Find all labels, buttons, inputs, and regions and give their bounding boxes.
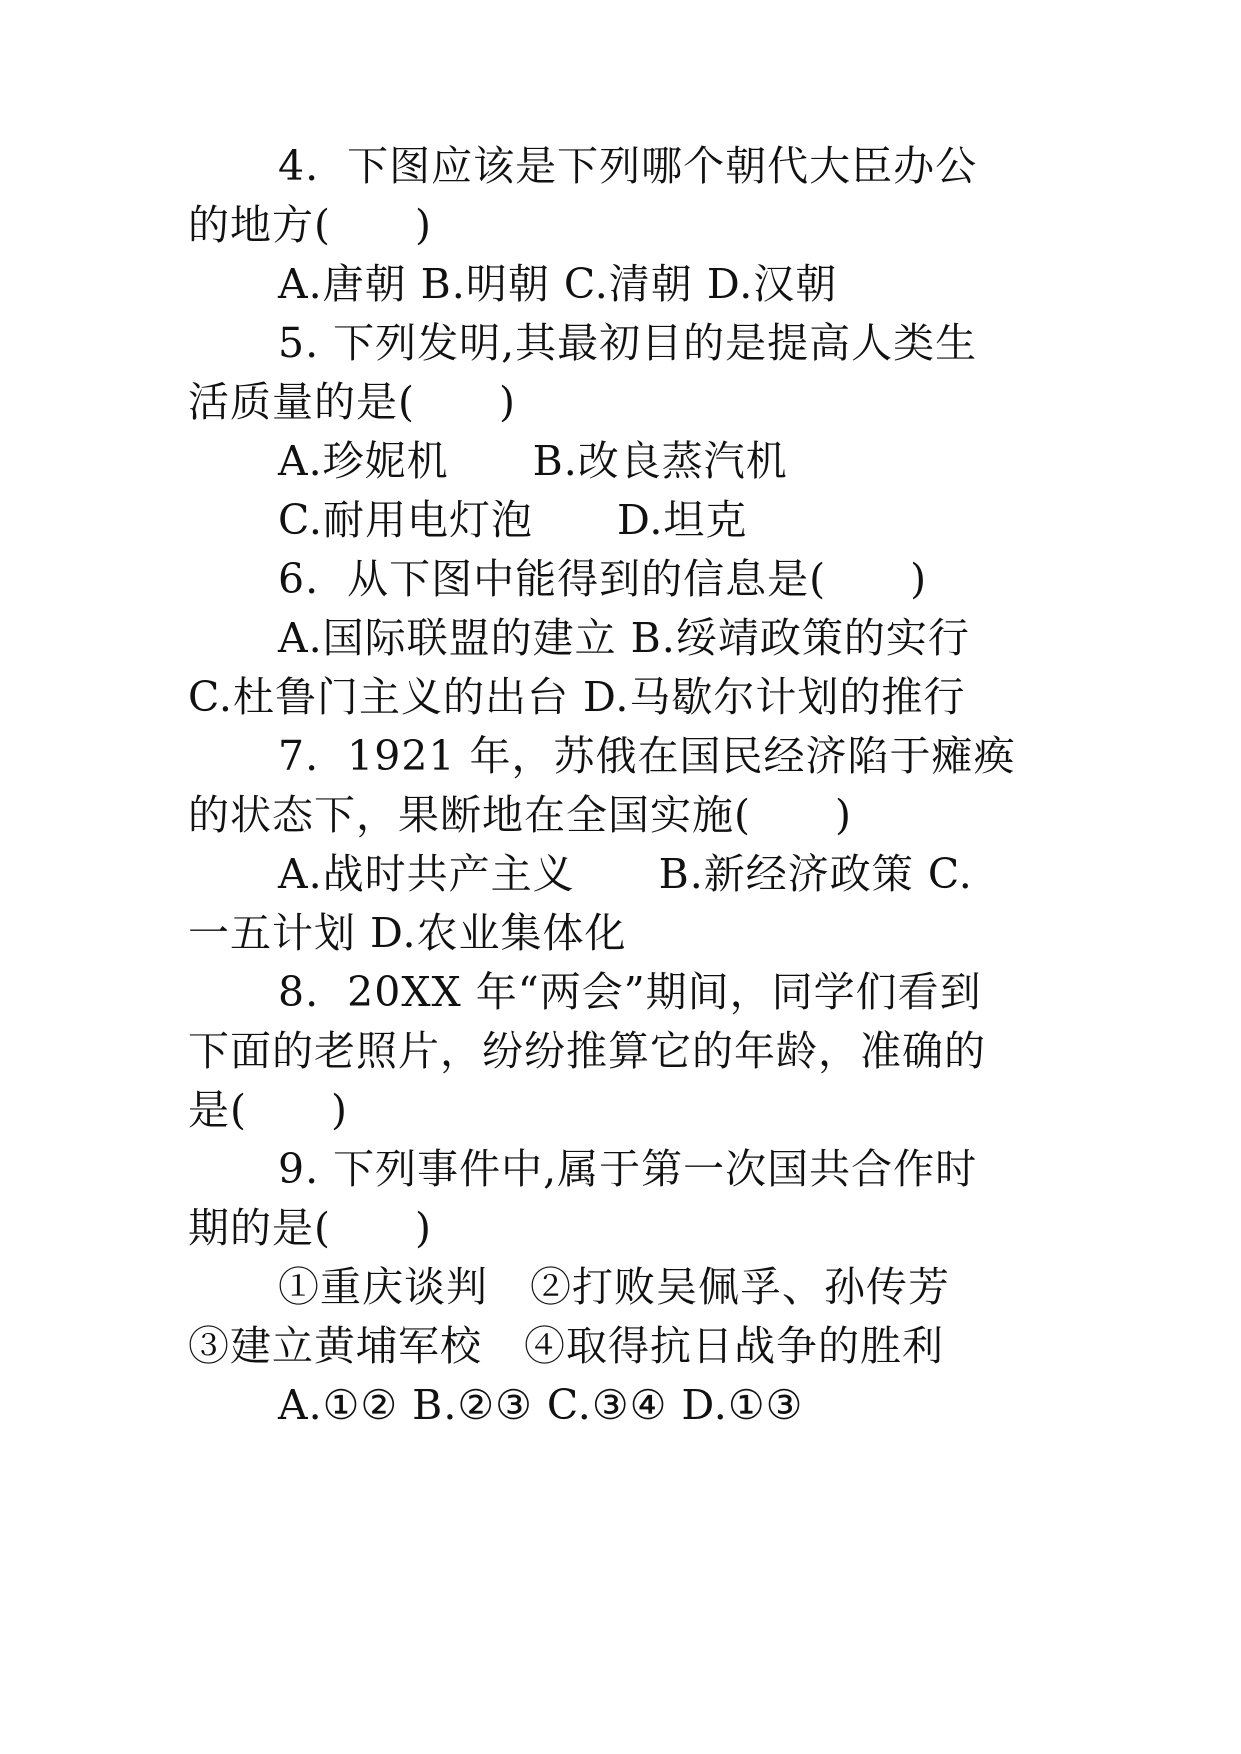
q9-options: A.①② B.②③ C.③④ D.①③: [278, 1381, 804, 1429]
q9-items-line-2: ③建立黄埔军校 ④取得抗日战争的胜利: [188, 1322, 944, 1370]
q8-stem-line-2: 下面的老照片，纷纷推算它的年龄，准确的: [188, 1027, 986, 1075]
q7-options-line-1: A.战时共产主义 B.新经济政策 C.: [278, 850, 973, 898]
q5-options-cd: C.耐用电灯泡 D.坦克: [278, 496, 748, 544]
q6-options-ab: A.国际联盟的建立 B.绥靖政策的实行: [278, 614, 970, 662]
q8-stem-line-3: 是( ): [188, 1086, 348, 1134]
q9-items-line-1: ①重庆谈判 ②打败吴佩孚、孙传芳: [278, 1263, 950, 1311]
q9-stem-line-1: 9. 下列事件中,属于第一次国共合作时: [278, 1145, 978, 1193]
q6-stem: 6. 从下图中能得到的信息是( ): [278, 555, 928, 603]
q4-options: A.唐朝 B.明朝 C.清朝 D.汉朝: [278, 260, 838, 308]
q8-stem-line-1: 8. 20XX 年“两会”期间，同学们看到: [278, 968, 982, 1016]
q5-options-ab: A.珍妮机 B.改良蒸汽机: [278, 437, 788, 485]
q5-stem-line-2: 活质量的是( ): [188, 378, 516, 426]
q7-options-line-2: 一五计划 D.农业集体化: [188, 909, 627, 957]
q4-stem-line-2: 的地方( ): [188, 201, 432, 249]
q7-stem-line-1: 7. 1921 年，苏俄在国民经济陷于瘫痪: [278, 732, 1016, 780]
q6-options-cd: C.杜鲁门主义的出台 D.马歇尔计划的推行: [188, 673, 966, 721]
q7-stem-line-2: 的状态下，果断地在全国实施( ): [188, 791, 852, 839]
q4-stem-line-1: 4. 下图应该是下列哪个朝代大臣办公: [278, 142, 978, 190]
q5-stem-line-1: 5. 下列发明,其最初目的是提高人类生: [278, 319, 978, 367]
q9-stem-line-2: 期的是( ): [188, 1204, 432, 1252]
